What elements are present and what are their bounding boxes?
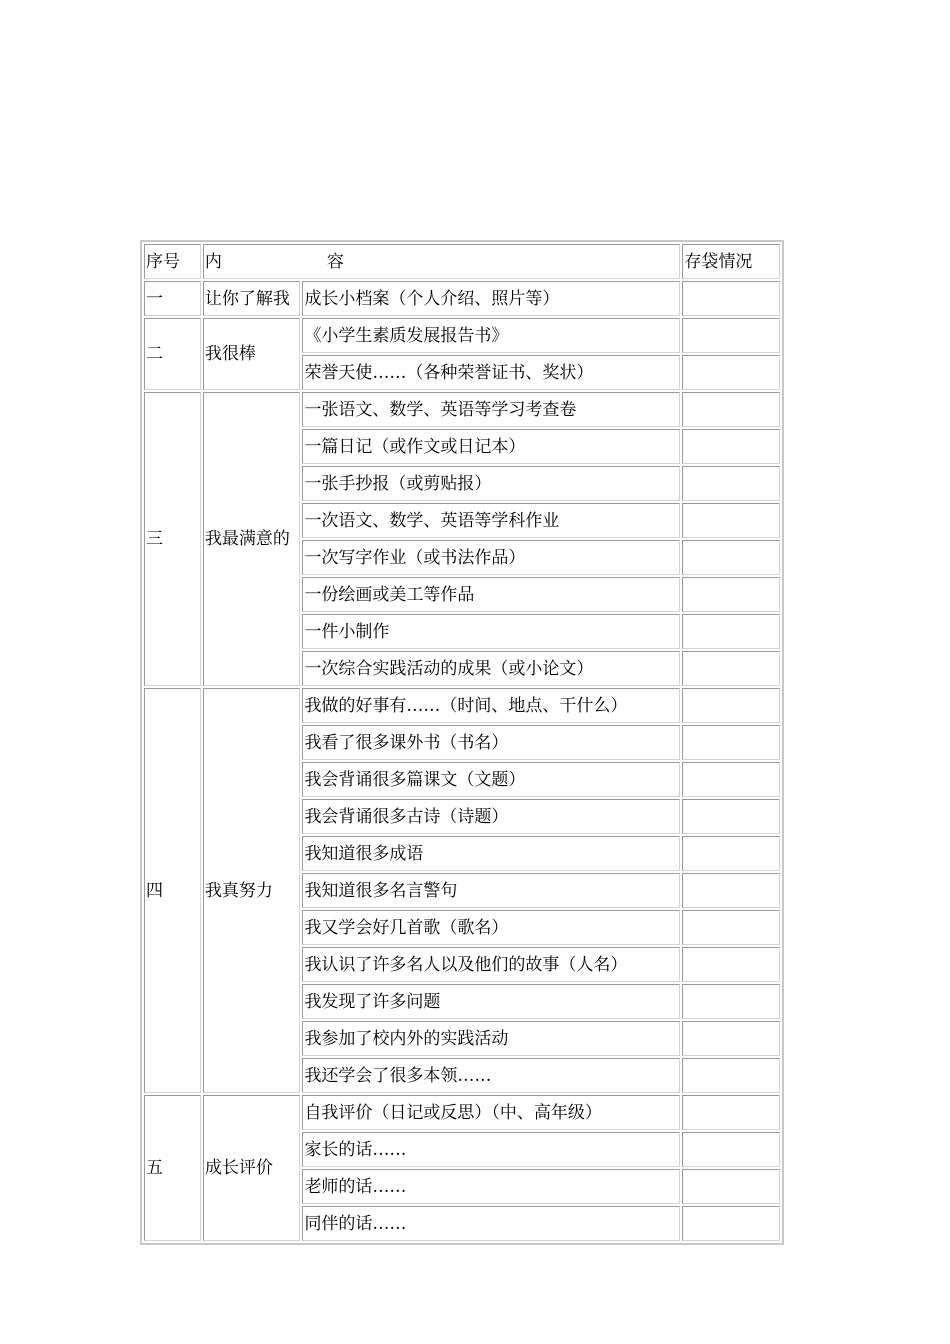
content-item: 我会背诵很多篇课文（文题） xyxy=(302,762,680,797)
section-name: 我很棒 xyxy=(203,318,301,390)
status-cell[interactable] xyxy=(682,947,780,982)
status-cell[interactable] xyxy=(682,466,780,501)
status-cell[interactable] xyxy=(682,725,780,760)
content-item: 我还学会了很多本领…… xyxy=(302,1058,680,1093)
status-cell[interactable] xyxy=(682,318,780,353)
table-row xyxy=(144,688,780,723)
section-seq: 四 xyxy=(144,688,201,1093)
content-item: 一篇日记（或作文或日记本） xyxy=(302,429,680,464)
status-cell[interactable] xyxy=(682,836,780,871)
status-cell[interactable] xyxy=(682,1169,780,1204)
status-cell[interactable] xyxy=(682,1132,780,1167)
content-item: 我会背诵很多古诗（诗题） xyxy=(302,799,680,834)
content-item: 我做的好事有……（时间、地点、干什么） xyxy=(302,688,680,723)
status-cell[interactable] xyxy=(682,540,780,575)
section-name: 我最满意的 xyxy=(203,392,301,686)
status-cell[interactable] xyxy=(682,1058,780,1093)
status-cell[interactable] xyxy=(682,762,780,797)
content-item: 一张语文、数学、英语等学习考查卷 xyxy=(302,392,680,427)
section-seq: 五 xyxy=(144,1095,201,1241)
growth-record-table xyxy=(140,240,784,1245)
content-item: 自我评价（日记或反思）（中、高年级） xyxy=(302,1095,680,1130)
status-cell[interactable] xyxy=(682,281,780,316)
content-item: 老师的话…… xyxy=(302,1169,680,1204)
content-item: 一件小制作 xyxy=(302,614,680,649)
content-item: 我发现了许多问题 xyxy=(302,984,680,1019)
content-item: 成长小档案（个人介绍、照片等） xyxy=(302,281,680,316)
section-seq: 一 xyxy=(144,281,201,316)
header-content-b: 容 xyxy=(326,251,344,272)
content-item: 一次写字作业（或书法作品） xyxy=(302,540,680,575)
section-name: 我真努力 xyxy=(203,688,301,1093)
status-cell[interactable] xyxy=(682,1021,780,1056)
status-cell[interactable] xyxy=(682,614,780,649)
table-row xyxy=(144,1095,780,1130)
content-item: 同伴的话…… xyxy=(302,1206,680,1241)
status-cell[interactable] xyxy=(682,688,780,723)
status-cell[interactable] xyxy=(682,577,780,612)
table-row xyxy=(144,318,780,353)
section-name: 成长评价 xyxy=(203,1095,301,1241)
status-cell[interactable] xyxy=(682,392,780,427)
content-item: 家长的话…… xyxy=(302,1132,680,1167)
table-row xyxy=(144,392,780,427)
content-item: 一次语文、数学、英语等学科作业 xyxy=(302,503,680,538)
content-item: 我看了很多课外书（书名） xyxy=(302,725,680,760)
status-cell[interactable] xyxy=(682,429,780,464)
status-cell[interactable] xyxy=(682,1206,780,1241)
header-status: 存袋情况 xyxy=(682,244,780,279)
status-cell[interactable] xyxy=(682,984,780,1019)
content-item: 我认识了许多名人以及他们的故事（人名） xyxy=(302,947,680,982)
content-item: 一张手抄报（或剪贴报） xyxy=(302,466,680,501)
status-cell[interactable] xyxy=(682,799,780,834)
status-cell[interactable] xyxy=(682,651,780,686)
content-item: 《小学生素质发展报告书》 xyxy=(302,318,680,353)
status-cell[interactable] xyxy=(682,873,780,908)
status-cell[interactable] xyxy=(682,355,780,390)
content-item: 一次综合实践活动的成果（或小论文） xyxy=(302,651,680,686)
status-cell[interactable] xyxy=(682,910,780,945)
table-body xyxy=(144,244,780,1241)
header-content-a: 内 xyxy=(204,251,222,272)
status-cell[interactable] xyxy=(682,1095,780,1130)
content-item: 我参加了校内外的实践活动 xyxy=(302,1021,680,1056)
content-item: 我知道很多成语 xyxy=(302,836,680,871)
header-seq: 序号 xyxy=(144,244,201,279)
content-item: 荣誉天使……（各种荣誉证书、奖状） xyxy=(302,355,680,390)
section-seq: 三 xyxy=(144,392,201,686)
section-name: 让你了解我 xyxy=(203,281,301,316)
status-cell[interactable] xyxy=(682,503,780,538)
content-item: 一份绘画或美工等作品 xyxy=(302,577,680,612)
header-row xyxy=(144,244,780,279)
content-item: 我知道很多名言警句 xyxy=(302,873,680,908)
content-item: 我又学会好几首歌（歌名） xyxy=(302,910,680,945)
table-row xyxy=(144,281,780,316)
section-seq: 二 xyxy=(144,318,201,390)
header-content xyxy=(203,244,681,279)
